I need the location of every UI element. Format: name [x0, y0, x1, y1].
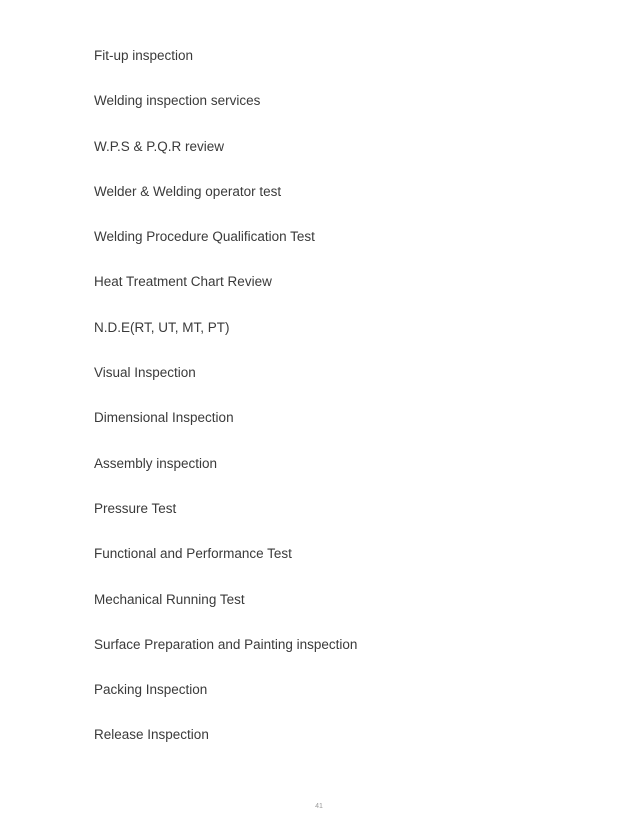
list-item: Visual Inspection: [94, 365, 196, 381]
list-item: Welding inspection services: [94, 93, 261, 109]
list-item: Surface Preparation and Painting inspection: [94, 636, 358, 652]
list-item: Fit-up inspection: [94, 48, 194, 63]
list-item: W.P.S & P.Q.R review: [94, 138, 225, 154]
list-item: Packing Inspection: [94, 682, 208, 698]
inspection-list: [94, 47, 357, 772]
list-item: Welding Procedure Qualification Test: [94, 229, 315, 245]
list-item: Welder & Welding operator test: [94, 183, 282, 199]
list-item: Dimensional Inspection: [94, 410, 234, 426]
page-number: 41: [315, 803, 323, 810]
list-item: Release Inspection: [94, 727, 209, 743]
list-item: Heat Treatment Chart Review: [94, 274, 272, 290]
list-item: Mechanical Running Test: [94, 591, 245, 607]
list-item: Functional and Performance Test: [94, 546, 292, 562]
list-item: Assembly inspection: [94, 455, 218, 471]
list-item: Pressure Test: [94, 500, 177, 516]
list-item: N.D.E(RT, UT, MT, PT): [94, 319, 230, 335]
